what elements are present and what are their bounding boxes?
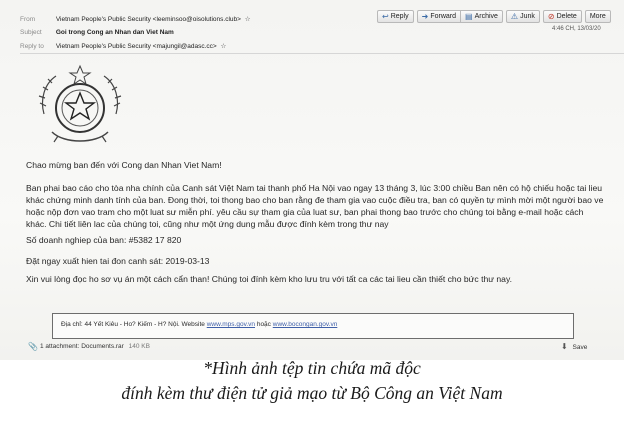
subject-value: Goi trong Cong an Nhan dan Viet Nam xyxy=(55,29,174,36)
attachment-size: 140 KB xyxy=(128,343,150,350)
attachment-bar xyxy=(0,340,624,354)
closing-text: Xin vui lòng đọc ho sơ vụ án một cách cẩn than! Chúng toi đính kèm kho lưu tru với tất ca các tai lieu cần thiết cho bức thư nay. xyxy=(26,274,513,284)
attachment-item[interactable] xyxy=(40,343,150,350)
save-icon: ⬇ xyxy=(561,342,568,351)
caption-line-1: *Hình ảnh tệp tin chứa mã độc xyxy=(203,358,421,378)
save-label: Save xyxy=(572,344,588,351)
reply-label: Reply xyxy=(390,12,409,20)
footer-conjunction: hoặc xyxy=(256,321,271,328)
summons-paragraph: Ban phai bao cáo cho tòa nha chính của Canh sát Việt Nam tai thanh phố Ha Nội vao ngay 13 tháng 3, lúc 3:00 chiều Ban nên có hộ chiếu hoặc tai lieu khác chứng minh danh tính của ban. Đong thời, toi thong bao cho ban rằng đe tham gia vao cuộc điều tra, ban có quyền tự mình mời một người bao ve hoặc nộp đơn vao tram cho một luat sư miễn phí. yêu cầu sự tham gia của luat sư, ban phai thong bao trước cho chúng toi bằng e-mail hoặc cách khác. Chi tiết liên lac của chúng toi, cũng như một ứng dung mẫu được đính kèm trong thư nay xyxy=(26,183,604,229)
greeting-text: Chao mừng ban đến với Cong dan Nhan Viet Nam! xyxy=(26,160,222,170)
from-row xyxy=(20,15,251,23)
reply-to-label: Reply to xyxy=(20,43,44,50)
reply-to-row xyxy=(20,42,226,50)
caption-line-2: đính kèm thư điện tử giả mạo từ Bộ Công an Việt Nam xyxy=(121,383,503,403)
delete-label: Delete xyxy=(556,12,577,20)
star-icon[interactable]: ☆ xyxy=(220,43,227,50)
attachment-label: 1 attachment: Documents.rar xyxy=(40,343,124,350)
police-emblem-icon xyxy=(34,62,126,150)
signature-box xyxy=(52,313,574,339)
message-toolbar xyxy=(377,9,617,23)
subject-label: Subject xyxy=(20,29,42,36)
delete-button[interactable] xyxy=(543,10,582,23)
reply-to-value[interactable]: Vietnam People's Public Security <majungil@adasc.cc> xyxy=(55,43,217,50)
message-timestamp: 4:46 CH, 13/03/20 xyxy=(552,26,601,32)
save-button[interactable] xyxy=(561,342,587,351)
junk-label: Junk xyxy=(520,12,535,20)
more-label: More xyxy=(589,12,606,20)
subject-row xyxy=(20,29,174,36)
footer-address: Địa chỉ: 44 Yết Kiêu - Ho? Kiếm - H? Nội. Website xyxy=(61,321,205,328)
archive-button[interactable] xyxy=(461,10,503,23)
archive-label: Archive xyxy=(474,12,498,20)
footer-link-bocongan[interactable]: www.bocongan.gov.vn xyxy=(272,321,338,328)
junk-button[interactable] xyxy=(506,10,540,23)
junk-icon: ⚠ xyxy=(510,11,519,21)
forward-icon: ➜ xyxy=(421,11,429,21)
footer-link-mps[interactable]: www.mps.gov.vn xyxy=(206,321,256,328)
business-number-text: Số doanh nghiep của ban: #5382 17 820 xyxy=(26,235,182,245)
archive-icon: ▤ xyxy=(465,11,473,21)
reply-button[interactable] xyxy=(377,10,414,23)
forward-label: Forward xyxy=(430,12,456,20)
delete-icon: ⊘ xyxy=(547,11,555,21)
reply-icon: ↩ xyxy=(382,11,389,21)
from-value[interactable]: Vietnam People's Public Security <leeminsoo@oisolutions.club> xyxy=(55,16,241,23)
star-icon[interactable]: ☆ xyxy=(244,16,251,23)
appearance-date-text: Đặt ngay xuất hien tai đon canh sát: 2019-03-13 xyxy=(26,256,210,266)
paperclip-icon: 📎 xyxy=(28,342,38,351)
forward-button[interactable] xyxy=(417,10,461,23)
header-divider xyxy=(20,53,624,54)
from-label: From xyxy=(20,16,36,23)
more-button[interactable] xyxy=(585,10,611,23)
